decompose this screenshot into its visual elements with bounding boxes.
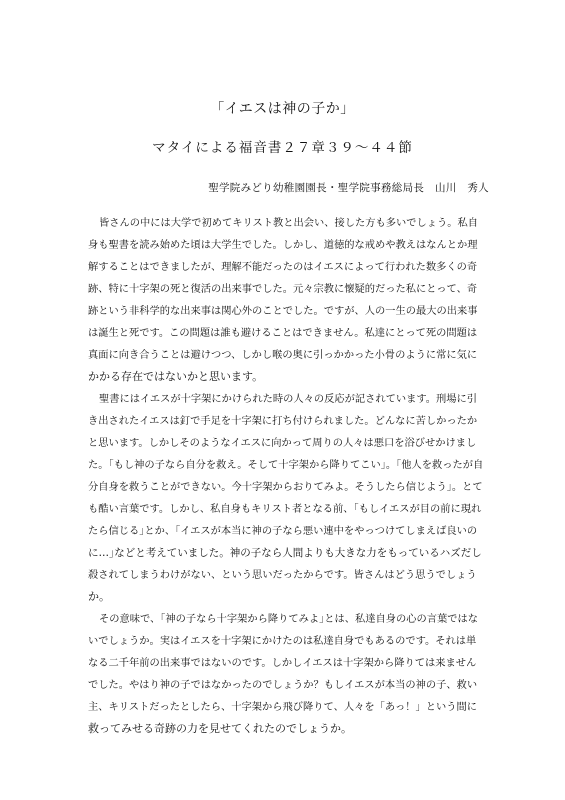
text-line: 皆さんの中には大学で初めてキリスト教と出会い、接した方も多いでしょう。私自 (99, 217, 479, 229)
paragraph (88, 212, 483, 388)
text-line: た。｢もし神の子なら自分を救え。そして十字架から降りてこい｣。｢他人を救ったが自 (88, 459, 483, 471)
text-line: か。 (88, 590, 110, 603)
text-line: も酷い言葉です。しかし、私自身もキリスト者となる前、｢もしイエスが目の前に現れ (88, 503, 482, 515)
scripture-reference: マタイによる福音書２７章３９～４４節 (152, 140, 413, 156)
text-line: かかる存在ではないかと思います。 (88, 370, 264, 383)
text-line: 聖書にはイエスが十字架にかけられた時の人々の反応が記されています。刑場に引 (99, 393, 478, 405)
text-line: なる二千年前の出来事ではないのです。しかしイエスは十字架から降りては来ません (88, 657, 477, 669)
text-line: でした。やはり神の子ではなかったのでしょうか？もしイエスが本当の神の子、救い (88, 679, 478, 691)
text-line: 殺されてしまうわけがない、という思いだったからです。皆さんはどう思うでしょう (88, 569, 477, 581)
paragraph (88, 388, 483, 608)
text-line: 解することはできましたが、理解不能だったのはイエスによって行われた数多くの奇 (88, 261, 478, 273)
text-line: に…｣などと考えていました。神の子なら人間よりも大きな力をもっているハズだし (88, 547, 482, 559)
text-line: 分自身を救うことができない。今十字架からおりてみよ。そうしたら信じよう｣。とて (88, 481, 483, 493)
text-line: たら信じる｣とか、｢イエスが本当に神の子なら悪い連中をやっつけてしまえば良いの (88, 525, 478, 537)
text-line: き出されたイエスは釘で手足を十字架に打ち付けられました。どんなに苦しかったか (88, 415, 478, 427)
author-line: 聖学院みどり幼稚園園長・聖学院事務総局長 山川 秀人 (208, 182, 489, 194)
body-text (88, 212, 483, 740)
text-line: 跡という非科学的な出来事は関心外のことでした。ですが、人の一生の最大の出来事 (88, 305, 478, 317)
text-line: は誕生と死です。この問題は誰も避けることはできません。私達にとって死の問題は (88, 327, 478, 339)
text-line: 主、キリストだったとしたら、十字架から飛び降りて、人々を「あっ！」という間に (88, 701, 477, 713)
page-title: 「イエスは神の子か」 (210, 101, 355, 117)
text-line: 身も聖書を読み始めた頃は大学生でした。しかし、道徳的な戒めや教えはなんとか理 (88, 239, 478, 251)
paragraph (88, 608, 483, 740)
text-line: その意味で、｢神の子なら十字架から降りてみよ｣とは、私達自身の心の言葉ではな (99, 613, 479, 625)
text-line: 跡、特に十字架の死と復活の出来事でした。元々宗教に懐疑的だった私にとって、奇 (88, 283, 478, 295)
text-line: 救ってみせる奇跡の力を見せてくれたのでしょうか。 (88, 722, 352, 735)
text-line: 真面に向き合うことは避けつつ、しかし喉の奥に引っかかった小骨のように常に気に (88, 349, 478, 361)
text-line: いでしょうか。実はイエスを十字架にかけたのは私達自身でもあるのです。それは単 (88, 635, 477, 647)
text-line: と思います。しかしそのようなイエスに向かって周りの人々は悪口を浴びせかけまし (88, 437, 477, 449)
